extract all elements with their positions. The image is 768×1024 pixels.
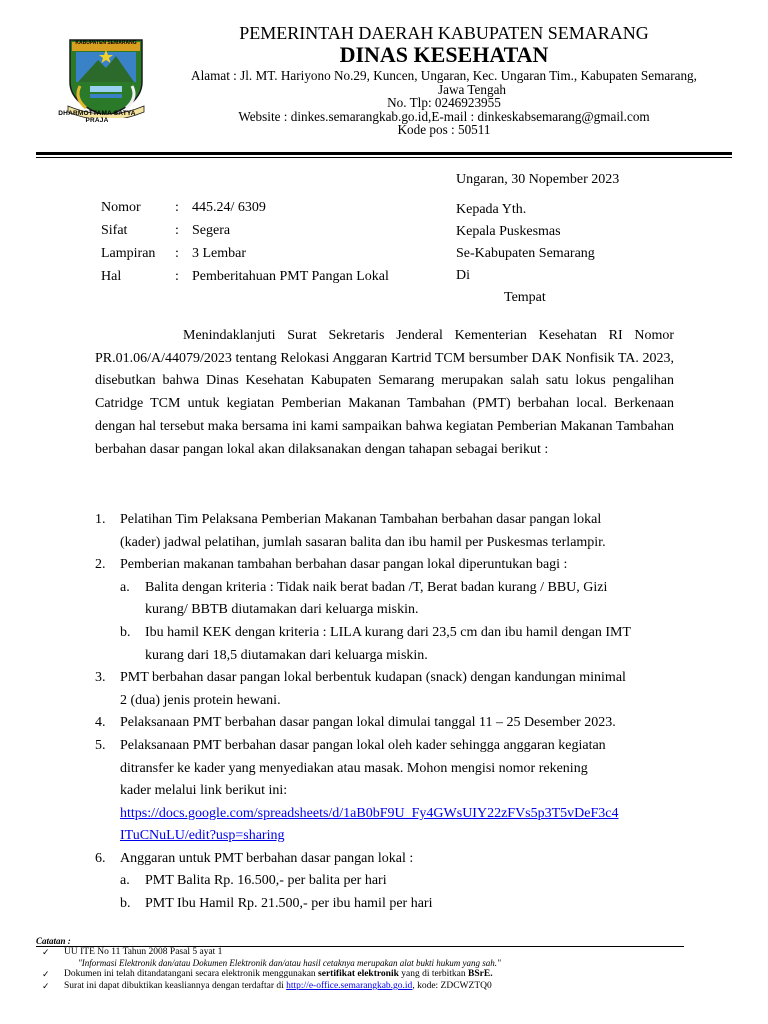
item-text: PMT berbahan dasar pangan lokal berbentuk kudapan (snack) dengan kandungan minimal (120, 670, 626, 685)
subitem-text: PMT Ibu Hamil Rp. 21.500,- per ibu hamil per hari (145, 896, 433, 911)
recipient-line: Di (456, 268, 470, 283)
item-number: 1. (95, 512, 106, 527)
subitem-letter: b. (120, 896, 131, 911)
subitem-letter: b. (120, 625, 131, 640)
item-number: 3. (95, 670, 106, 685)
footer-note-verify (64, 981, 492, 991)
subitem-letter: a. (120, 873, 130, 888)
item-text: (kader) jadwal pelatihan, jumlah sasaran balita dan ibu hamil per Puskesmas terlampir. (120, 535, 606, 550)
note-text: Dokumen ini telah ditandatangani secara elektronik menggunakan (64, 969, 319, 979)
meta-label-lampiran: Lampiran (101, 246, 156, 261)
logo-title: KABUPATEN SEMARANG (75, 40, 137, 46)
footer-note-law: UU ITE No 11 Tahun 2008 Pasal 5 ayat 1 (64, 947, 223, 957)
item-text: Pelaksanaan PMT berbahan dasar pangan lokal dimulai tanggal 11 – 25 Desember 2023. (120, 715, 616, 730)
meta-value-lampiran: 3 Lembar (192, 246, 247, 261)
meta-sep: : (175, 246, 179, 261)
recipient-place: Tempat (504, 290, 546, 305)
item-number: 6. (95, 851, 106, 866)
address-line-1: Alamat : Jl. MT. Hariyono No.29, Kuncen, Ungaran, Kec. Ungaran Tim., Kabupaten Semarang, (191, 68, 697, 83)
recipient-line: Kepada Yth. (456, 202, 527, 217)
meta-value-nomor: 445.24/ 6309 (192, 200, 266, 215)
recipient-line: Se-Kabupaten Semarang (456, 246, 595, 261)
meta-sep: : (175, 223, 179, 238)
spreadsheet-link[interactable]: https://docs.google.com/spreadsheets/d/1aB0bF9U_Fy4GWsUIY22zFVs5p3T5vDeF3c4 (120, 806, 619, 821)
meta-label-sifat: Sifat (101, 223, 128, 238)
recipient-line: Kepala Puskesmas (456, 224, 561, 239)
footer-note-quote: "Informasi Elektronik dan/atau Dokumen Elektronik dan/atau hasil cetaknya merupakan alat bukti hukum yang sah." (78, 958, 501, 968)
item-text: Anggaran untuk PMT berbahan dasar pangan lokal : (120, 851, 414, 866)
footer-note-signature (64, 969, 493, 979)
subitem-text: Ibu hamil KEK dengan kriteria : LILA kurang dari 23,5 cm dan ibu hamil dengan IMT (145, 625, 631, 640)
letterhead-divider-thin (36, 157, 732, 158)
note-text: Surat ini dapat dibuktikan keasliannya dengan terdaftar di (64, 981, 287, 991)
department-name: DINAS KESEHATAN (339, 42, 549, 67)
note-text: , kode: ZDCWZTQ0 (412, 981, 492, 991)
item-text: kader melalui link berikut ini: (120, 783, 288, 798)
item-text: Pemberian makanan tambahan berbahan dasar pangan lokal diperuntukan bagi : (120, 557, 568, 572)
item-number: 4. (95, 715, 106, 730)
item-number: 5. (95, 738, 106, 753)
address-line-2: Jawa Tengah (437, 82, 507, 97)
website-email: Website : dinkes.semarangkab.go.id,E-mail : dinkeskabsemarang@gmail.com (238, 109, 650, 124)
note-bold: BSrE. (468, 969, 493, 979)
meta-value-sifat: Segera (192, 223, 231, 238)
note-bold: sertifikat elektronik (318, 969, 399, 979)
subitem-text: kurang/ BBTB diutamakan dari keluarga miskin. (145, 602, 419, 617)
checkmark-icon: ✓ (42, 981, 50, 991)
meta-sep: : (175, 200, 179, 215)
government-name: PEMERINTAH DAERAH KABUPATEN SEMARANG (239, 23, 649, 43)
subitem-text: Balita dengan kriteria : Tidak naik berat badan /T, Berat badan kurang / BBU, Gizi (145, 580, 608, 595)
meta-label-nomor: Nomor (101, 200, 141, 215)
phone-number: No. Tlp: 0246923955 (387, 95, 501, 110)
spreadsheet-link-cont[interactable]: ITuCNuLU/edit?usp=sharing (120, 828, 285, 843)
item-text: Pelaksanaan PMT berbahan dasar pangan lokal oleh kader sehingga anggaran kegiatan (120, 738, 606, 753)
note-text: yang di terbitkan (398, 969, 469, 979)
meta-label-hal: Hal (101, 269, 122, 284)
item-text: ditransfer ke kader yang menyediakan atau masak. Mohon mengisi nomor rekening (120, 761, 588, 776)
logo-motto: DHARMOTTAMA SATYA PRAJA (58, 110, 136, 124)
item-number: 2. (95, 557, 106, 572)
item-text: 2 (dua) jenis protein hewani. (120, 693, 281, 708)
meta-value-hal: Pemberitahuan PMT Pangan Lokal (192, 269, 389, 284)
subitem-letter: a. (120, 580, 130, 595)
subitem-text: kurang dari 18,5 diutamakan dari keluarga miskin. (145, 648, 428, 663)
regency-logo (64, 36, 148, 118)
footer-title: Catatan : (36, 936, 71, 946)
place-date: Ungaran, 30 Nopember 2023 (456, 172, 620, 187)
e-office-link[interactable]: http://e-office.semarangkab.go.id (286, 981, 413, 991)
subitem-text: PMT Balita Rp. 16.500,- per balita per hari (145, 873, 387, 888)
checkmark-icon: ✓ (42, 947, 50, 957)
checkmark-icon: ✓ (42, 969, 50, 979)
item-text: Pelatihan Tim Pelaksana Pemberian Makanan Tambahan berbahan dasar pangan lokal (120, 512, 602, 527)
opening-paragraph (95, 325, 674, 461)
paragraph-text: Menindaklanjuti Surat Sekretaris Jenderal Kementerian Kesehatan RI Nomor PR.01.06/A/44079/2023 tentang Relokasi Anggaran Kartrid TCM bersumber DAK Nonfisik TA. 2023, disebutkan bahwa Dinas Kesehatan Kabupaten Semarang merupakan salah satu lokus pengalihan Catridge TCM untuk kegiatan Pemberian Makanan Tambahan (PMT) berbahan local. Berkenaan dengan hal tersebut maka bersama ini kami sampaikan bahwa kegiatan Pemberian Makanan Tambahan berbahan dasar pangan lokal akan dilaksanakan dengan tahapan sebagai berikut : (95, 328, 674, 457)
postal-code: Kode pos : 50511 (397, 122, 491, 137)
letterhead-divider-thick (36, 152, 732, 155)
meta-sep: : (175, 269, 179, 284)
